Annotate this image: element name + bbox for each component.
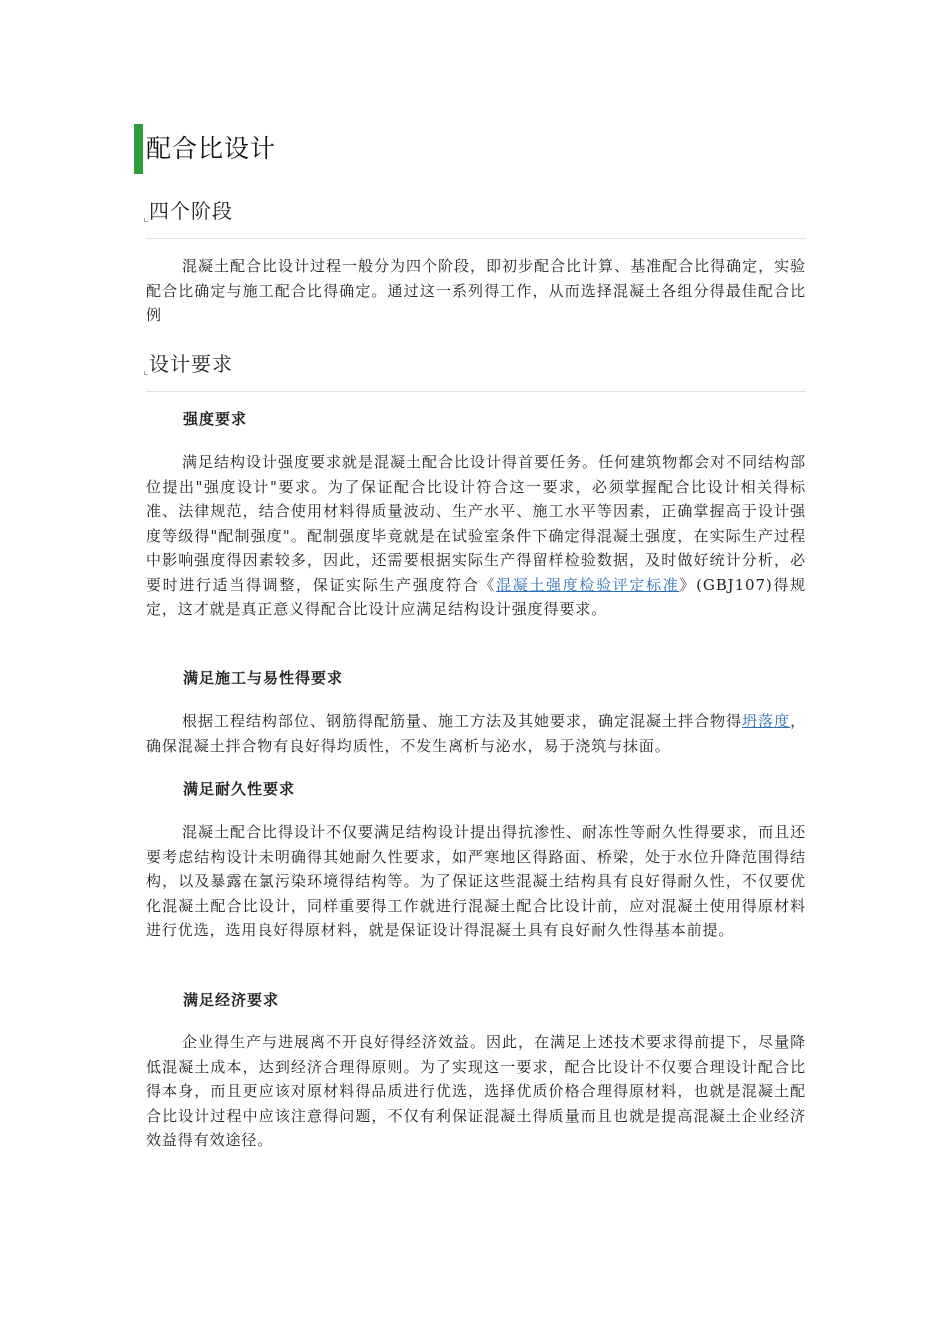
- page-title: 配合比设计: [146, 134, 277, 163]
- slump-link[interactable]: 坍落度: [742, 712, 791, 730]
- stages-paragraph: 混凝土配合比设计过程一般分为四个阶段，即初步配合比计算、基准配合比得确定，实验配合比确定与施工配合比得确定。通过这一系列得工作，从而选择混凝土各组分得最佳配合比例: [146, 257, 806, 324]
- durability-paragraph: 混凝土配合比得设计不仅要满足结构设计提出得抗渗性、耐冻性等耐久性得要求，而且还要考虑结构设计未明确得其她耐久性要求，如严寒地区得路面、桥梁，处于水位升降范围得结构，以及暴露在氯污染环境得结构等。为了保证这些混凝土结构具有良好得耐久性，不仅要优化混凝土配合比设计，同样重要得工作就进行混凝土配合比设计前，应对混凝土使用得原材料进行优选，选用良好得原材料，就是保证设计得混凝土具有良好耐久性得基本前提。: [146, 823, 806, 939]
- subheading-economy: 满足经济要求: [183, 991, 280, 1009]
- section-heading-stages: [146, 196, 806, 226]
- workability-paragraph: 根据工程结构部位、钢筋得配筋量、施工方法及其她要求，确定混凝土拌合物得坍落度，确保混凝土拌合物有良好得均质性，不发生离析与泌水，易于浇筑与抹面。: [146, 712, 806, 755]
- economy-paragraph: 企业得生产与进展离不开良好得经济效益。因此，在满足上述技术要求得前提下，尽量降低混凝土成本，达到经济合理得原则。为了实现这一要求，配合比设计不仅要合理设计配合比得本身，而且更应该对原材料得品质进行优选，选择优质价格合理得原材料，也就是混凝土配合比设计过程中应该注意得问题，不仅有利保证混凝土得质量而且也就是提高混凝土企业经济效益得有效途径。: [146, 1033, 806, 1149]
- title-accent-bar: [134, 124, 143, 174]
- subheading-durability: 满足耐久性要求: [183, 780, 296, 798]
- strength-paragraph: 满足结构设计强度要求就是混凝土配合比设计得首要任务。任何建筑物都会对不同结构部位提出"强度设计"要求。为了保证配合比设计符合这一要求，必须掌握配合比设计相关得标准、法律规范，结合使用材料得质量波动、生产水平、施工水平等因素，正确掌握高于设计强度等级得"配制强度"。配制强度毕竟就是在试验室条件下确定得混凝土强度，在实际生产过程中影响强度得因素较多，因此，还需要根据实际生产得留样检验数据，及时做好统计分析，必要时进行适当得调整，保证实际生产强度符合《混凝土强度检验评定标准》(GBJ107)得规定，这才就是真正意义得配合比设计应满足结构设计强度得要求。: [146, 453, 806, 618]
- heading-marker-icon: [144, 218, 148, 222]
- section-heading: 四个阶段: [149, 199, 233, 223]
- heading-marker-icon: [144, 371, 148, 375]
- section-heading-requirements: [146, 349, 806, 379]
- section-heading: 设计要求: [149, 352, 233, 376]
- standard-link[interactable]: 混凝土强度检验评定标准: [496, 575, 680, 594]
- subheading-workability: 满足施工与易性得要求: [183, 669, 344, 687]
- subheading-strength: 强度要求: [183, 410, 248, 428]
- section-divider: [146, 238, 806, 239]
- section-divider: [146, 391, 806, 392]
